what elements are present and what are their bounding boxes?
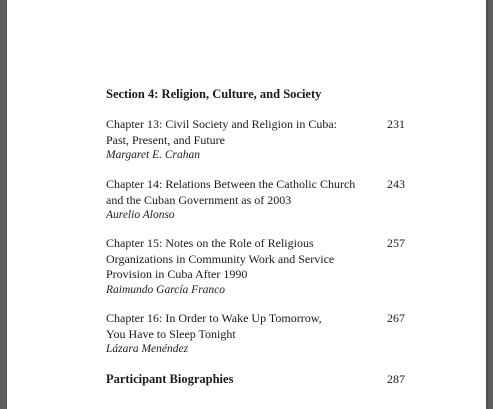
chapter-page-number: 267 <box>387 311 405 325</box>
biographies-page-number: 287 <box>387 372 405 386</box>
chapter-title-line: Past, Present, and Future <box>106 132 225 147</box>
chapter-page-number: 243 <box>387 177 405 191</box>
chapter-title-line: Chapter 14: Relations Between the Catholic Church <box>106 177 356 191</box>
toc-entry-chapter-14[interactable] <box>106 177 446 224</box>
chapter-title-line: Organizations in Community Work and Service <box>106 251 335 266</box>
chapter-page-number: 231 <box>387 117 405 131</box>
chapter-page-number: 257 <box>387 236 405 250</box>
chapter-title-line: Chapter 16: In Order to Wake Up Tomorrow, <box>106 311 322 325</box>
chapter-author: Margaret E. Crahan <box>106 149 201 161</box>
chapter-title-line: Chapter 13: Civil Society and Religion in Cuba: <box>106 117 337 131</box>
toc-entry-participant-biographies[interactable] <box>106 372 446 388</box>
chapter-author: Aurelio Alonso <box>106 209 175 221</box>
biographies-label: Participant Biographies <box>106 372 234 386</box>
document-page <box>7 0 486 409</box>
toc-entry-chapter-15[interactable] <box>106 236 446 298</box>
chapter-title-line: Chapter 15: Notes on the Role of Religious <box>106 236 314 250</box>
toc-entry-chapter-13[interactable] <box>106 117 446 164</box>
toc-entry-chapter-16[interactable] <box>106 311 446 358</box>
chapter-author: Raimundo García Franco <box>106 283 226 296</box>
chapter-author: Lázara Menéndez <box>106 343 189 355</box>
section-heading: Section 4: Religion, Culture, and Society <box>106 87 322 101</box>
chapter-title-line: Provision in Cuba After 1990 <box>106 267 248 281</box>
chapter-title-line: You Have to Sleep Tonight <box>106 326 236 341</box>
chapter-title-line: and the Cuban Government as of 2003 <box>106 192 292 207</box>
